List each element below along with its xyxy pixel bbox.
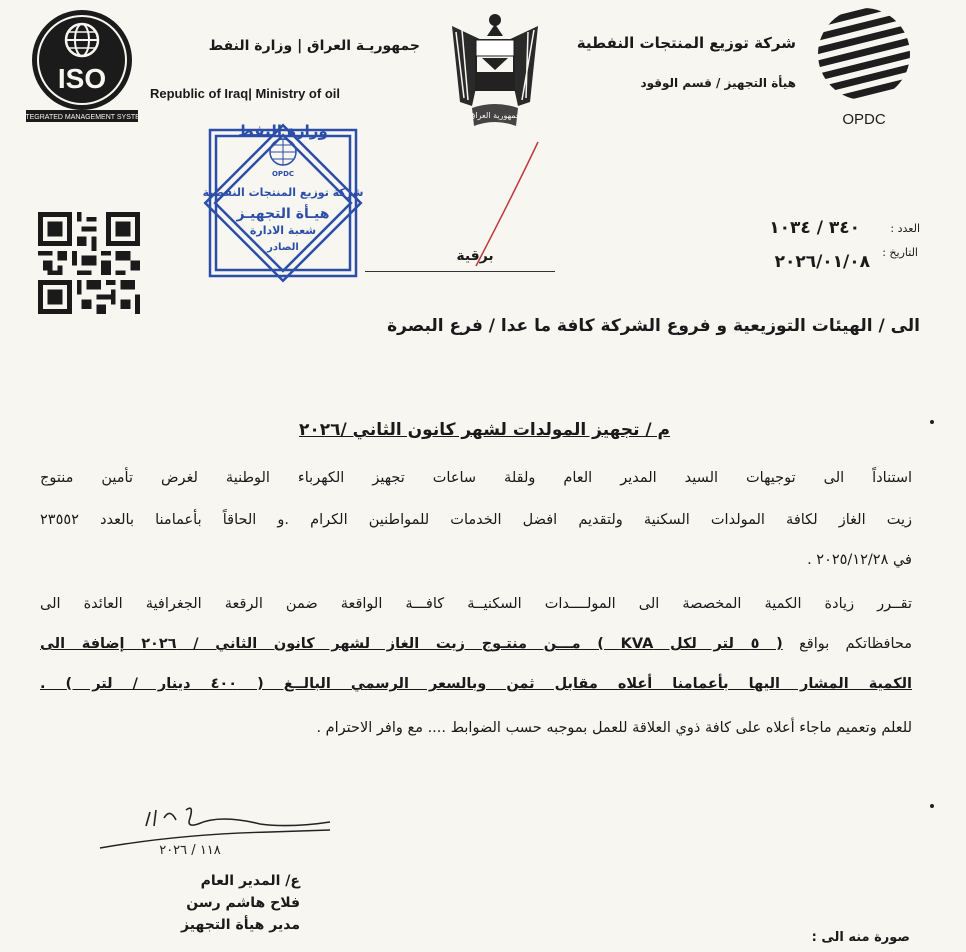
signatory-title: ع/ المدير العام	[200, 873, 300, 889]
body-line-5-bold: ( ٥ لتر لكل KVA ) مـــن منتـوج زيت الغاز لشهر كانون الثاني / ٢٠٢٦ إضافة الى	[40, 636, 783, 652]
signature-handwritten-number: ١١٨ / ٢٠٢٦	[159, 843, 221, 858]
body-line-6: الكمية المشار اليها بأعمامنا أعلاه مقابل ثمن وبالسعر الرسمي البالــغ ( ٤٠٠ دينار / لتر ) .	[40, 676, 913, 692]
signatory-name: فلاح هاشم رسن	[186, 895, 300, 911]
official-stamp	[188, 108, 378, 298]
body-line-3: في ٢٠٢٥/١٢/٢٨ .	[807, 552, 912, 568]
stamp-ministry: وزارة النفط	[238, 122, 328, 140]
stamp-company: شركة توزيع المنتجات النفطية	[202, 186, 364, 199]
ministry-arabic: جمهوريـة العراق | وزارة النفط	[208, 38, 420, 54]
copy-to-label: صورة منه الى :	[811, 930, 910, 945]
body-line-5-plain: محافظاتكم بواقع	[799, 636, 912, 652]
body-line-4: تقــرر زيادة الكمية المخصصة الى المولــــدات السكنيــة كافـــة الواقعة ضمن الرقعة الجغرافية العائدة الى	[40, 596, 912, 612]
telegram-label: برقية	[456, 248, 494, 264]
recipient-line: الى / الهيئات التوزيعية و فروع الشركة كافة ما عدا / فرع البصرة	[387, 316, 920, 336]
stamp-division: شعبة الادارة	[249, 224, 317, 237]
ministry-english: Republic of Iraq| Ministry of oil	[150, 86, 340, 101]
emblem-caption: جمهورية العراق	[469, 111, 521, 120]
opdc-logo	[804, 4, 924, 132]
company-name: شركة توزيع المنتجات النفطية	[576, 34, 796, 52]
iraq-emblem-eagle-icon	[442, 6, 548, 136]
body-line-7: للعلم وتعميم ماجاء أعلاه على كافة ذوي العلاقة للعمل بموجبه حسب الضوابط .... مع وافر الاحترام .	[316, 720, 912, 736]
reference-date-value: ٢٠٢٦/٠١/٠٨	[774, 252, 870, 272]
iso-logo	[18, 6, 146, 124]
reference-date-label: التاريخ :	[882, 246, 918, 259]
company-department: هيأة التجهيز / قسم الوقود	[640, 76, 796, 90]
opdc-logo-text: OPDC	[842, 111, 886, 128]
stamp-outgoing: الصادر	[267, 242, 299, 253]
signature-block	[150, 870, 300, 936]
margin-dot	[930, 420, 934, 424]
handwritten-signature	[90, 790, 340, 860]
body-line-2: زيت الغاز لكافة المولدات السكنية ولتقديم افضل الخدمات للمواطنين الكرام .و الحاقاً بأعمامنا بالعدد ٢٣٥٥٢	[40, 512, 912, 528]
signatory-position: مدير هيأة التجهيز	[181, 917, 300, 933]
qr-code-icon	[32, 212, 146, 314]
telegram-underline	[365, 271, 555, 272]
margin-dot-2	[930, 804, 934, 808]
body-line-5	[40, 636, 912, 652]
body-line-1: استناداً الى توجيهات السيد المدير العام ولقلة ساعات تجهيز الكهرباء الوطنية لغرض تأمين منتوج	[40, 470, 912, 486]
subject-line: م / تجهيز المولدات لشهر كانون الثاني /٢٠٢٦	[299, 420, 670, 440]
reference-number-value: ٣٤٠ / ١٠٣٤	[769, 218, 860, 238]
reference-number-label: العدد :	[890, 222, 920, 235]
stamp-opdc: OPDC	[271, 170, 295, 178]
iso-logo-caption: INTEGRATED MANAGEMENT SYSTEM	[18, 114, 146, 121]
stamp-authority: هيـأة التجهيـز	[236, 206, 330, 222]
iso-logo-text: ISO	[57, 63, 107, 94]
